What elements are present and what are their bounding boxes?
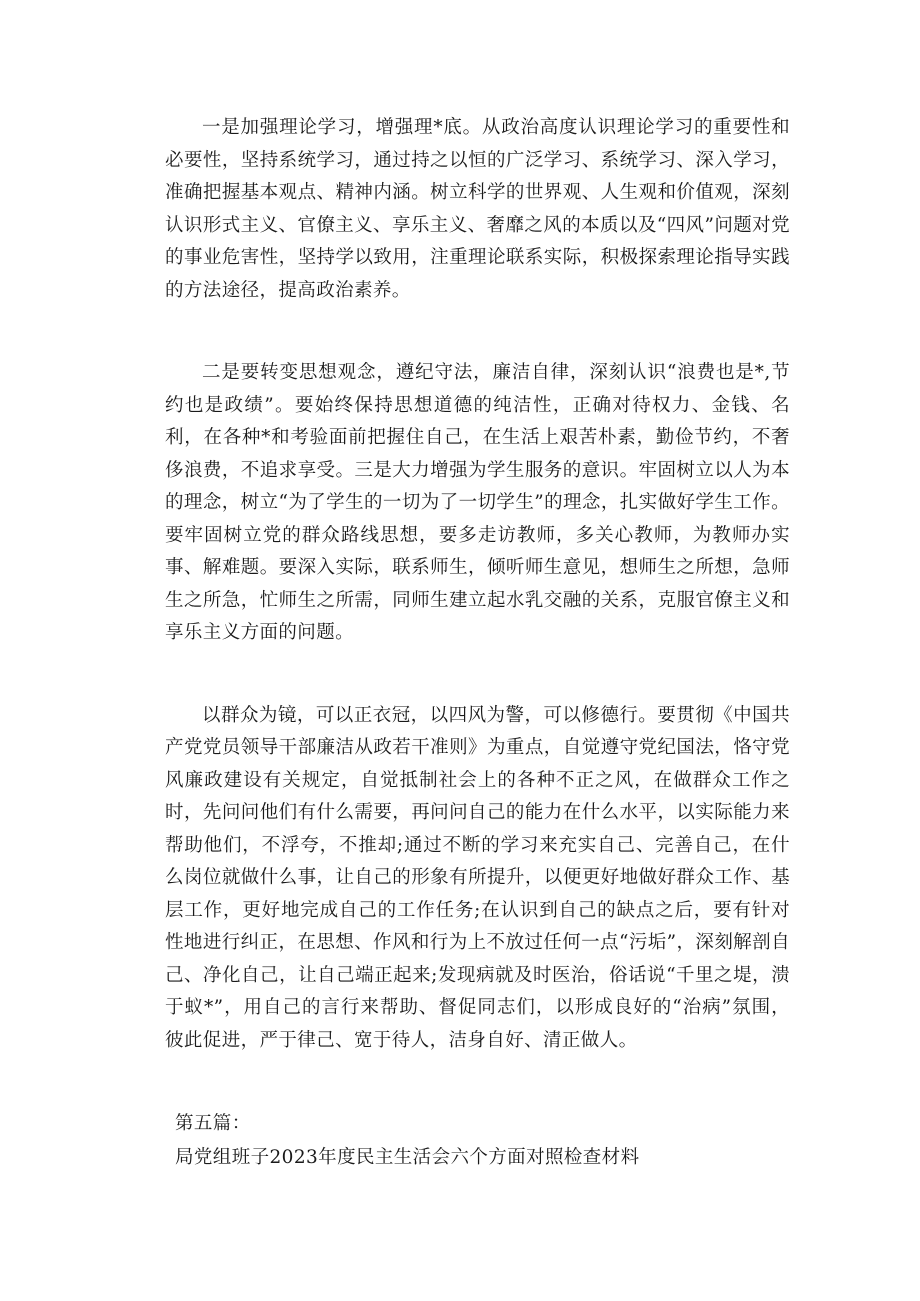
document-body	[165, 112, 790, 1175]
section-label: 第五篇：	[175, 1113, 251, 1134]
paragraph-mass-mirror: 以群众为镜，可以正衣冠，以四风为警，可以修德行。要贯彻《中国共产党党员领导干部廉洁从政若干准则》为重点，自觉遵守党纪国法，恪守党风廉政建设有关规定，自觉抵制社会上的各种不正之风，在做群众工作之时，先问问他们有什么需要，再问问自己的能力在什么水平，以实际能力来帮助他们，不浮夸，不推却;通过不断的学习来充实自己、完善自己，在什么岗位就做什么事，让自己的形象有所提升，以便更好地做好群众工作、基层工作，更好地完成自己的工作任务;在认识到自己的缺点之后，要有针对性地进行纠正，在思想、作风和行为上不放过任何一点“污垢”，深刻解剖自己、净化自己，让自己端正起来;发现病就及时医治，俗话说“千里之堤，溃于蚁*”，用自己的言行来帮助、督促同志们，以形成良好的“治病”氛围，彼此促进，严于律己、宽于待人，洁身自好、清正做人。	[165, 704, 790, 1051]
paragraph-theory-study: 一是加强理论学习，增强理*底。从政治高度认识理论学习的重要性和必要性，坚持系统学习，通过持之以恒的广泛学习、系统学习、深入学习，准确把握基本观点、精神内涵。树立科学的世界观、人生观和价值观，深刻认识形式主义、官僚主义、享乐主义、奢靡之风的本质以及“四风”问题对党的事业危害性，坚持学以致用，注重理论联系实际，积极探索理论指导实践的方法途径，提高政治素养。	[165, 117, 790, 301]
paragraph-mindset-change: 二是要转变思想观念，遵纪守法，廉洁自律，深刻认识“浪费也是*,节约也是政绩”。要始终保持思想道德的纯洁性，正确对待权力、金钱、名利，在各种*和考验面前把握住自己，在生活上艰苦朴素，勤俭节约，不奢侈浪费，不追求享受。三是大力增强为学生服务的意识。牢固树立以人为本的理念，树立“为了学生的一切为了一切学生”的理念，扎实做好学生工作。要牢固树立党的群众路线思想，要多走访教师，多关心教师，为教师办实事、解难题。要深入实际，联系师生，倾听师生意见，想师生之所想，急师生之所急，忙师生之所需，同师生建立起水乳交融的关系，克服官僚主义和享乐主义方面的问题。	[165, 362, 790, 643]
section-title: 局党组班子2023年度民主生活会六个方面对照检查材料	[175, 1147, 640, 1168]
section-heading	[165, 1107, 790, 1175]
